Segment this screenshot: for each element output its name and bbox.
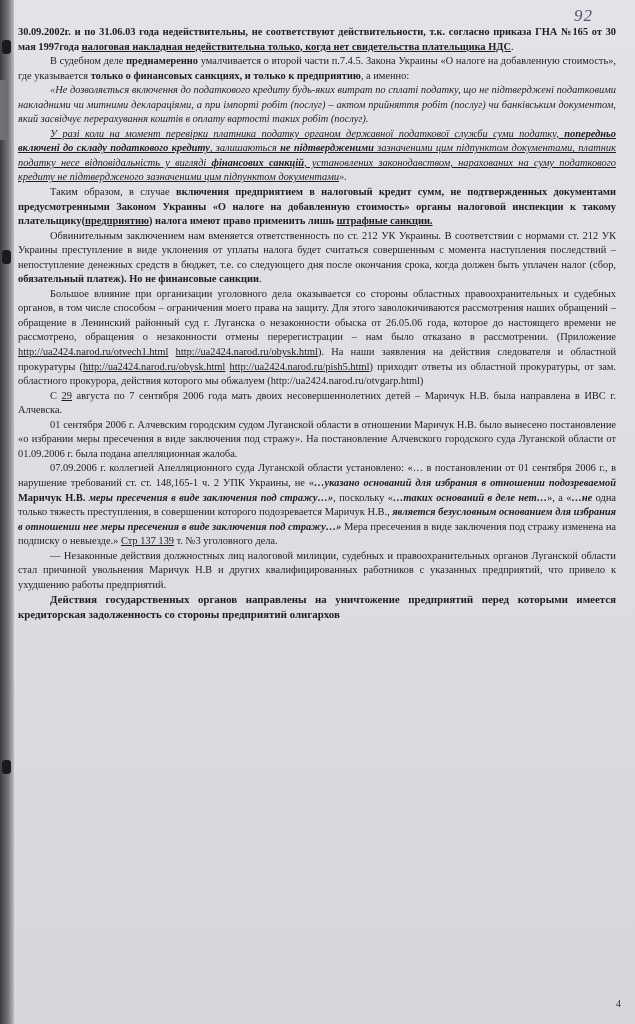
paragraph-11 (18, 550, 616, 594)
document-body (18, 26, 616, 622)
p4-u2: , залишаються (209, 143, 281, 155)
p10-text-6: т. №3 уголовного дела. (174, 536, 278, 548)
paragraph-2 (18, 55, 616, 84)
p5-bold: включения предприятием в налоговый кредит сумм, не подтвержденных документами предусмотренными Законом Украины «О налоге на добавленную стоимость» органы налоговой инспекции к такому плательщику( (18, 187, 616, 228)
paragraph-1 (18, 26, 616, 55)
link-obysk-2[interactable]: http://ua2424.narod.ru/obysk.html (83, 361, 226, 373)
p1-underlined: налоговая накладная недействительна только, когда нет свидетельства плательщика НДС (81, 41, 511, 53)
p10-bi1: …указано оснований для избрания в отношении подозреваемой (314, 477, 616, 489)
p4-u4: , установлених законодавством, нарахованих на суму податкового кредиту не підтвердженого зазначеними цим підпунктом документами (18, 157, 616, 184)
p11-text: — Незаконные действия должностных лиц налоговой милиции, судебных и правоохранительных органов Луганской области стал причиной увольнения Маричук Н.В и других квалифицированных работников с указанных предприятий, что привело к ухудшению работы предприятий. (18, 550, 616, 591)
p10-text: 07.09.2006 г. коллегией Апелляционного суда Луганской области установлено: «… в постановлении от 01 сентября 2006 г., в нарушение требований ст. ст. 148,165-1 ч. 2 УПК Украины, не « (18, 463, 616, 489)
p10-bi5: является безусловным основанием для избрания в отношении нее меры пресечения в виде заключения под стражу…» (18, 507, 616, 533)
paragraph-6 (18, 230, 616, 288)
p12-text: Действия государственных органов направлены на уничтожение предприятий перед которыми имеется кредиторская задолженность со стороны предприятий олигархов (18, 594, 616, 621)
binding-edge (0, 0, 14, 1024)
p4-bu3: фінансових санкцій (211, 157, 305, 169)
paragraph-12 (18, 593, 616, 622)
link-obysk[interactable]: http://ua2424.narod.ru/obysk.html (175, 347, 318, 359)
p7-text: Большое влияние при организации уголовного дела оказывается со стороны областных правоохранительных и судебных органов, в том числе способом – ограничения моего права на защиту. Для этого заволокичиваются рассмотрения наших обращений – обращение в Ленинский районный суд г. Луганска о незаконности обыска от 26.05.06 года, которое до настоящего времени не рассмотрено, обращения о незаконности отмены перерегистрации – нам было отказано в рассмотрении. (Приложение (18, 288, 616, 344)
handwritten-page-number: 92 (574, 6, 593, 25)
p2-bold-2: только о финансовых санкциях, и только к предприятию (90, 70, 361, 82)
p1-end: . (510, 41, 514, 53)
p7-text-2: ). На наши заявления на действия следователя и областной прокуратуры ( (18, 347, 616, 373)
p10-text-2: , поскольку « (333, 492, 393, 504)
p6-bold: обязательный платеж). Но не финансовые санкции (18, 274, 259, 286)
p4-bu2: не підтвердженими (280, 143, 374, 155)
p10-bi2: меры пресечения в виде заключения под стражу…» (88, 492, 334, 504)
page-number-bottom: 4 (616, 999, 621, 1010)
p4-u3: зазначеними цим підпунктом документами, платник податку несе відповідальність у вигляді (18, 143, 616, 169)
p5-bold-2: ) налога имеют право применить лишь (148, 216, 337, 228)
p5-bold-underlined-2: штрафные санкции. (336, 216, 433, 228)
p10-text-3: », а « (547, 492, 572, 504)
edge-mark (0, 80, 6, 140)
p7-space (168, 347, 175, 358)
p2-text-2: умалчивается о второй части п.7.4.5. Закона Украины «О налоге на добавленную стоимость», где указывается (18, 56, 616, 82)
p10-text-4: одна только тяжесть преступления, в совершении которого подозревается Маричук Н.В., (18, 492, 617, 519)
paragraph-3-quote (18, 84, 616, 128)
p4-end: ». (339, 172, 347, 184)
link-pish5[interactable]: http://ua2424.narod.ru/pish5.html (229, 361, 370, 373)
p2-bold: преднамеренно (126, 56, 198, 68)
p8-text: С (50, 390, 62, 402)
p5-bold-underlined: предприятию (85, 216, 149, 228)
p6-text: Обвинительным заключением нам вменяется ответственность по ст. 212 УК Украины. В соответствии с нормами ст. 212 УК Украины преступление в виде уклонения от уплаты налога будет считаться совершенным с момента наступления последствий – непоступление денежных средств в бюджет, т.е. со следующего дня после окончания срока, когда должен быть уплачен налог (сбор, (18, 230, 616, 271)
paragraph-9 (18, 419, 616, 463)
p2-text: В судебном деле (50, 56, 127, 68)
p10-b1: Маричук Н.В. (18, 492, 89, 504)
p3-quote-text: «Не дозволяється включення до податкового кредиту будь-яких витрат по сплаті податку, що не підтверджені податковими накладними чи митними деклараціями, а при імпорті робіт (послуг) – актом прийняття робіт (послуг) чи банківським документом, який засвідчує перерахування коштів в оплату вартості таких робіт (послуг). (18, 85, 616, 126)
p6-end: . (259, 274, 262, 286)
link-otvech1[interactable]: http://ua2424.narod.ru/otvech1.html (18, 347, 169, 359)
punch-hole (2, 760, 11, 774)
p1-text: 30.09.2002г. и по 31.06.03 года недействительны, не соответствуют действительности, т.к. согласно приказа ГНА №165 от 30 мая 1997года (18, 27, 616, 53)
p9-text: 01 сентября 2006 г. Алчевским городским судом Луганской области в отношении Маричук Н.В. было вынесено постановление «о избрании меры пресечения в виде заключения под стражу». На постановление Алчевского городского суда Луганской области от 01.09.2006 г. была подана апелляционная жалоба. (18, 419, 616, 460)
p8-underlined-date: 29 (61, 390, 72, 402)
p7-text-3: ) приходят ответы из областной прокуратуры, от зам. областного прокурора, действия которого мы обжалуем (http://ua2424.narod.ru/otvgarp.html) (18, 361, 616, 388)
p10-page-ref: Стр 137 139 (120, 536, 174, 548)
p2-text-3: , а именно: (360, 70, 410, 82)
paragraph-5 (18, 186, 616, 230)
paragraph-10 (18, 462, 616, 549)
p4-bu1: попередньо включені до складу податкового кредиту (18, 128, 616, 155)
paragraph-7 (18, 288, 616, 390)
p10-bi3: …таких оснований в деле нет… (392, 492, 548, 504)
p4-u1: У разі коли на момент перевірки платника податку органом державної податкової служби суми податку, (50, 128, 565, 140)
punch-hole (2, 250, 11, 264)
p8-text-2: августа по 7 сентября 2006 года мать двоих несовершеннолетних детей – Маричук Н.В. была направлена в ИВС г. Алчевска. (18, 390, 616, 417)
paragraph-4-quote (18, 128, 616, 186)
paragraph-8 (18, 390, 616, 419)
p10-bi4: …не (571, 492, 593, 504)
p10-text-5: Мера пресечения в виде заключения под стражу изменена на подписку о невыезде.» (18, 521, 616, 548)
punch-hole (2, 40, 11, 54)
p5-text: Таким образом, в случае (50, 187, 176, 199)
